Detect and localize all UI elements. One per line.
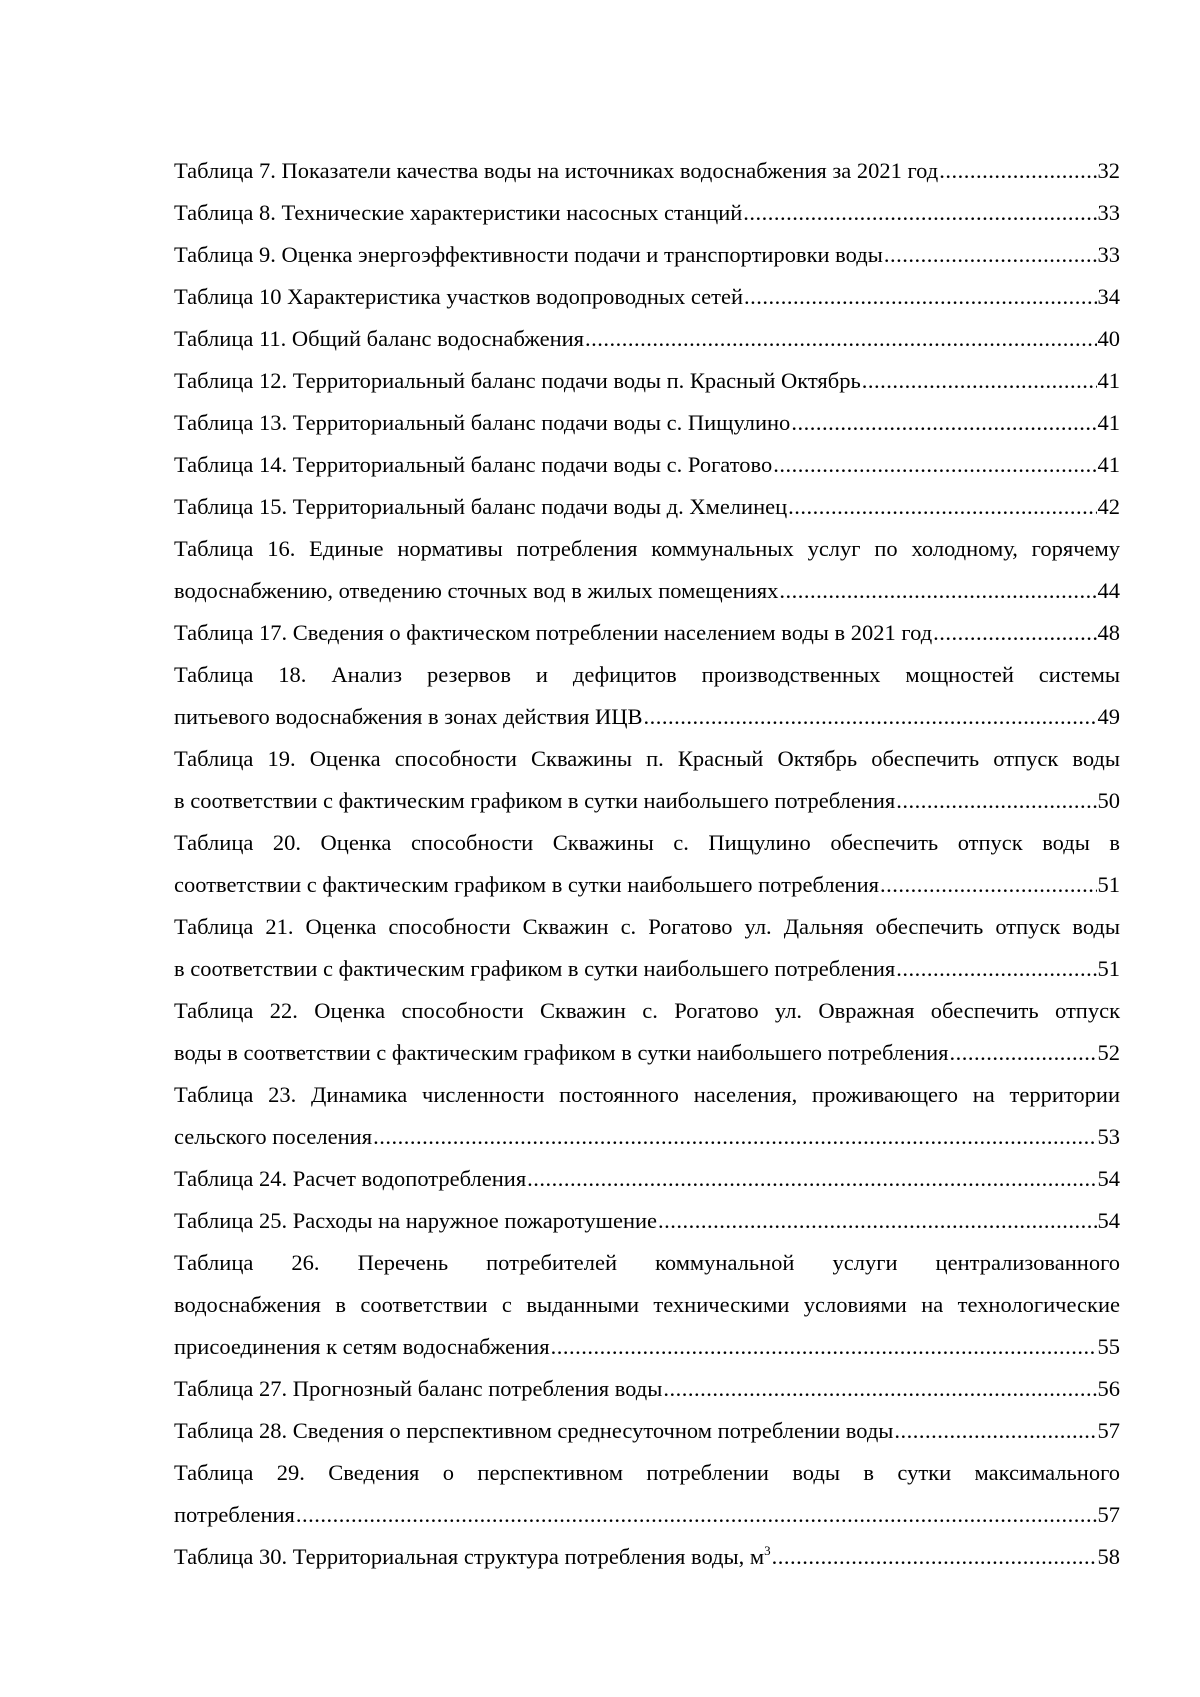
toc-entry-title <box>174 570 778 612</box>
toc-page-number: 41 <box>1097 368 1120 393</box>
toc-page-number: 51 <box>1097 956 1120 981</box>
toc-entry-last-line <box>174 864 1120 906</box>
toc-entry-title <box>174 276 743 318</box>
dot-leader <box>894 1410 1096 1452</box>
dot-leader <box>880 864 1097 906</box>
toc-entry[interactable] <box>174 1368 1120 1410</box>
dot-leader <box>373 1116 1096 1158</box>
dot-leader <box>772 1536 1097 1578</box>
toc-entry-last-line <box>174 1326 1120 1368</box>
toc-entry-last-line <box>174 150 1120 192</box>
toc-list <box>174 150 1120 1578</box>
toc-entry-title-line: Таблица 16. Единые нормативы потребления коммунальных услуг по холодному, горячему <box>174 536 1120 561</box>
toc-entry-title <box>174 948 895 990</box>
toc-entry-title-line: водоснабжения в соответствии с выданными техническими условиями на технологические <box>174 1292 1120 1317</box>
toc-entry-title-text: в соответствии с фактическим графиком в сутки наибольшего потребления <box>174 788 896 813</box>
toc-entry[interactable] <box>174 990 1120 1074</box>
toc-entry-title-text: Таблица 25. Расходы на наружное пожаротушение <box>174 1208 658 1233</box>
toc-entry-last-line <box>174 1368 1120 1410</box>
toc-entry[interactable] <box>174 360 1120 402</box>
toc-entry[interactable] <box>174 1410 1120 1452</box>
toc-entry-last-line <box>174 948 1120 990</box>
toc-entry[interactable] <box>174 234 1120 276</box>
toc-page-number: 57 <box>1097 1502 1120 1527</box>
toc-page-number: 55 <box>1097 1334 1120 1359</box>
dot-leader <box>884 234 1097 276</box>
table-of-contents <box>174 150 1120 1578</box>
toc-entry-last-line <box>174 318 1120 360</box>
toc-page-number: 53 <box>1097 1124 1120 1149</box>
toc-entry-last-line <box>174 276 1120 318</box>
toc-entry-title <box>174 318 584 360</box>
toc-entry-last-line <box>174 1200 1120 1242</box>
toc-entry[interactable] <box>174 150 1120 192</box>
toc-entry-title-text: Таблица 9. Оценка энергоэффективности подачи и транспортировки воды <box>174 242 883 267</box>
toc-entry-title <box>174 1116 372 1158</box>
dot-leader <box>950 1032 1097 1074</box>
toc-entry-title <box>174 1368 662 1410</box>
toc-page-number: 57 <box>1097 1418 1120 1443</box>
toc-entry-title <box>174 1200 657 1242</box>
toc-entry-last-line <box>174 570 1120 612</box>
toc-entry-title <box>174 402 790 444</box>
toc-entry-title-text: Таблица 24. Расчет водопотребления <box>174 1166 527 1191</box>
dot-leader <box>933 612 1096 654</box>
toc-entry[interactable] <box>174 192 1120 234</box>
toc-entry-title-line: Таблица 22. Оценка способности Скважин с. Рогатово ул. Овражная обеспечить отпуск <box>174 998 1120 1023</box>
toc-entry-title <box>174 1158 526 1200</box>
toc-entry-last-line <box>174 1158 1120 1200</box>
toc-entry-title-text: Таблица 27. Прогнозный баланс потребления воды <box>174 1376 663 1401</box>
toc-entry-title-text: Таблица 14. Территориальный баланс подачи воды с. Рогатово <box>174 452 773 477</box>
dot-leader <box>658 1200 1096 1242</box>
toc-entry-title-text: Таблица 10 Характеристика участков водопроводных сетей <box>174 284 744 309</box>
toc-entry-last-line <box>174 1494 1120 1536</box>
toc-entry-title <box>174 612 932 654</box>
toc-entry-title <box>174 234 883 276</box>
toc-page-number: 40 <box>1097 326 1120 351</box>
toc-entry-title-text: питьевого водоснабжения в зонах действия ИЦВ <box>174 704 643 729</box>
toc-page-number: 33 <box>1097 200 1120 225</box>
toc-entry-title-text: Таблица 7. Показатели качества воды на источниках водоснабжения за 2021 год <box>174 158 939 183</box>
toc-entry-title-text: Таблица 11. Общий баланс водоснабжения <box>174 326 585 351</box>
toc-entry-last-line <box>174 1032 1120 1074</box>
toc-entry-title <box>174 360 861 402</box>
dot-leader <box>779 570 1096 612</box>
toc-entry-title-text: Таблица 30. Территориальная структура потребления воды, м <box>174 1544 765 1569</box>
toc-entry[interactable] <box>174 1200 1120 1242</box>
toc-entry-last-line <box>174 612 1120 654</box>
toc-entry-title-text: сельского поселения <box>174 1124 373 1149</box>
dot-leader <box>862 360 1097 402</box>
toc-entry-title-text: Таблица 8. Технические характеристики насосных станций <box>174 200 743 225</box>
toc-entry-title-text: Таблица 28. Сведения о перспективном среднесуточном потреблении воды <box>174 1418 894 1443</box>
toc-entry[interactable] <box>174 822 1120 906</box>
dot-leader <box>744 276 1096 318</box>
toc-entry[interactable] <box>174 654 1120 738</box>
dot-leader <box>644 696 1097 738</box>
toc-entry-last-line <box>174 360 1120 402</box>
toc-entry[interactable] <box>174 444 1120 486</box>
toc-entry-title <box>174 864 879 906</box>
toc-entry-title-text: воды в соответствии с фактическим графиком в сутки наибольшего потребления <box>174 1040 949 1065</box>
toc-entry[interactable] <box>174 276 1120 318</box>
toc-entry[interactable] <box>174 1536 1120 1578</box>
toc-entry[interactable] <box>174 486 1120 528</box>
toc-entry-title-line: Таблица 18. Анализ резервов и дефицитов производственных мощностей системы <box>174 662 1120 687</box>
toc-page-number: 50 <box>1097 788 1120 813</box>
toc-entry[interactable] <box>174 906 1120 990</box>
dot-leader <box>896 948 1096 990</box>
toc-entry-last-line <box>174 486 1120 528</box>
toc-entry-last-line <box>174 696 1120 738</box>
toc-entry-last-line <box>174 192 1120 234</box>
toc-entry-last-line <box>174 1410 1120 1452</box>
toc-entry-title <box>174 486 787 528</box>
toc-entry[interactable] <box>174 612 1120 654</box>
toc-entry-title-line: Таблица 26. Перечень потребителей коммунальной услуги централизованного <box>174 1250 1120 1275</box>
toc-entry-title <box>174 192 742 234</box>
toc-page-number: 42 <box>1097 494 1120 519</box>
toc-page-number: 49 <box>1097 704 1120 729</box>
toc-entry-last-line <box>174 1116 1120 1158</box>
toc-page-number: 32 <box>1097 158 1120 183</box>
dot-leader <box>743 192 1096 234</box>
toc-entry[interactable] <box>174 738 1120 822</box>
toc-entry-title <box>174 1032 949 1074</box>
toc-page-number: 44 <box>1097 578 1120 603</box>
unit-superscript: 3 <box>764 1543 771 1558</box>
toc-page-number: 54 <box>1097 1208 1120 1233</box>
dot-leader <box>551 1326 1097 1368</box>
toc-entry-last-line <box>174 234 1120 276</box>
toc-page-number: 54 <box>1097 1166 1120 1191</box>
toc-page-number: 58 <box>1097 1544 1120 1569</box>
toc-entry-title <box>174 780 895 822</box>
toc-entry-title-text: водоснабжению, отведению сточных вод в жилых помещениях <box>174 578 779 603</box>
toc-entry[interactable] <box>174 528 1120 612</box>
toc-page-number: 34 <box>1097 284 1120 309</box>
toc-entry-title-line: Таблица 19. Оценка способности Скважины п. Красный Октябрь обеспечить отпуск воды <box>174 746 1120 771</box>
toc-entry-title <box>174 696 643 738</box>
toc-entry[interactable] <box>174 1158 1120 1200</box>
toc-entry-title <box>174 1410 893 1452</box>
toc-entry-last-line <box>174 444 1120 486</box>
toc-entry-last-line <box>174 402 1120 444</box>
toc-entry[interactable] <box>174 1242 1120 1368</box>
toc-page-number: 33 <box>1097 242 1120 267</box>
toc-page-number: 48 <box>1097 620 1120 645</box>
toc-entry-title-text: Таблица 12. Территориальный баланс подачи воды п. Красный Октябрь <box>174 368 861 393</box>
dot-leader <box>773 444 1096 486</box>
dot-leader <box>788 486 1096 528</box>
toc-entry-title-text: Таблица 15. Территориальный баланс подачи воды д. Хмелинец <box>174 494 788 519</box>
toc-entry-title-line: Таблица 21. Оценка способности Скважин с. Рогатово ул. Дальняя обеспечить отпуск воды <box>174 914 1120 939</box>
toc-entry-title-text: Таблица 17. Сведения о фактическом потреблении населением воды в 2021 год <box>174 620 933 645</box>
toc-entry-last-line <box>174 1536 1120 1578</box>
toc-page-number: 41 <box>1097 410 1120 435</box>
toc-entry-title-text: потребления <box>174 1502 295 1527</box>
dot-leader <box>896 780 1096 822</box>
toc-entry-title <box>174 1326 550 1368</box>
toc-entry[interactable] <box>174 1452 1120 1536</box>
dot-leader <box>296 1494 1097 1536</box>
dot-leader <box>585 318 1096 360</box>
dot-leader <box>791 402 1096 444</box>
dot-leader <box>527 1158 1096 1200</box>
toc-entry-title <box>174 150 938 192</box>
toc-entry-last-line <box>174 780 1120 822</box>
toc-entry[interactable] <box>174 1074 1120 1158</box>
toc-page-number: 56 <box>1097 1376 1120 1401</box>
toc-entry-title <box>174 1536 771 1578</box>
toc-entry-title-text: присоединения к сетям водоснабжения <box>174 1334 550 1359</box>
toc-entry[interactable] <box>174 318 1120 360</box>
toc-entry-title <box>174 444 772 486</box>
toc-page-number: 51 <box>1097 872 1120 897</box>
toc-page-number: 41 <box>1097 452 1120 477</box>
toc-entry-title-line: Таблица 20. Оценка способности Скважины с. Пищулино обеспечить отпуск воды в <box>174 830 1120 855</box>
dot-leader <box>939 150 1096 192</box>
toc-entry[interactable] <box>174 402 1120 444</box>
dot-leader <box>663 1368 1096 1410</box>
toc-entry-title <box>174 1494 295 1536</box>
toc-entry-title-line: Таблица 29. Сведения о перспективном потреблении воды в сутки максимального <box>174 1460 1120 1485</box>
toc-entry-title-text: в соответствии с фактическим графиком в сутки наибольшего потребления <box>174 956 896 981</box>
toc-entry-title-text: соответствии с фактическим графиком в сутки наибольшего потребления <box>174 872 879 897</box>
toc-page-number: 52 <box>1097 1040 1120 1065</box>
toc-entry-title-text: Таблица 13. Территориальный баланс подачи воды с. Пищулино <box>174 410 791 435</box>
toc-entry-title-line: Таблица 23. Динамика численности постоянного населения, проживающего на территории <box>174 1082 1120 1107</box>
